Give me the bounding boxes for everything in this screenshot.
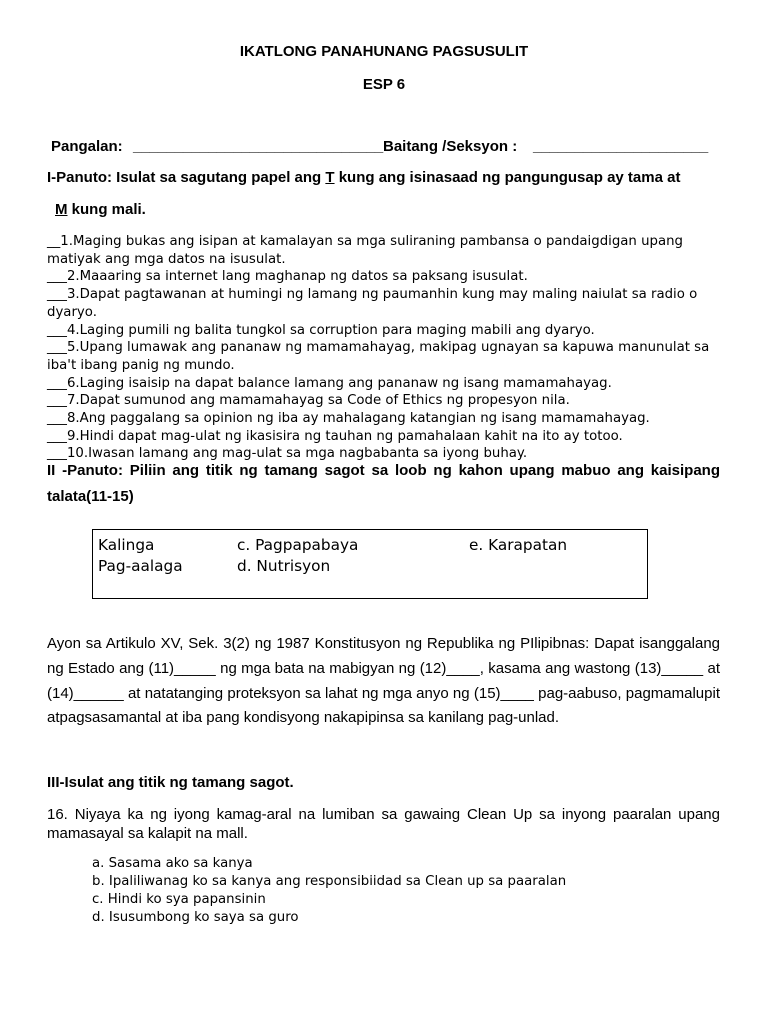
- section-blank[interactable]: _____________________: [533, 138, 709, 155]
- list-item: ___2.Maaaring sa internet lang maghanap ng datos sa paksang isusulat.: [47, 269, 528, 285]
- choices-box: [92, 529, 648, 599]
- part2-paragraph: Ayon sa Artikulo XV, Sek. 3(2) ng 1987 Konstitusyon ng Republika ng PIlipibnas: Dapat isanggalang ng Estado ang (11)_____ ng mga bata na mabigyan ng (12)____, kasama ang wastong (13)_____ at (14)______ at natatanging proteksyon sa lahat ng mga anyo ng (15)____ pag-aabuso, pagmamalupit atpagsasamantal at iba pang kondisyong nakapipinsa sa kanilang pag-unlad.: [47, 635, 720, 727]
- part1-instruction-a: I-Panuto: Isulat sa sagutang papel ang: [47, 169, 326, 186]
- section-label: Baitang /Seksyon :: [383, 138, 518, 155]
- choice-kalinga: Kalinga: [98, 536, 155, 554]
- name-label: Pangalan:: [51, 138, 123, 155]
- option-a: a. Sasama ako sa kanya: [92, 856, 253, 871]
- part3-instruction: III-Isulat ang titik ng tamang sagot.: [47, 774, 294, 791]
- list-item: __1.Maging bukas ang isipan at kamalayan sa mga suliraning pambansa o pandaigdigan upang matiyak ang mga datos na isusulat.: [47, 234, 683, 267]
- part1-items: [47, 233, 719, 463]
- question-16-options: [92, 855, 692, 927]
- part1-instruction-line1: [47, 169, 727, 186]
- choice-d: d. Nutrisyon: [237, 557, 331, 575]
- list-item: ___4.Laging pumili ng balita tungkol sa corruption para maging mabili ang dyaryo.: [47, 322, 595, 338]
- choice-e: e. Karapatan: [469, 536, 568, 554]
- option-b: b. Ipaliliwanag ko sa kanya ang responsibiidad sa Clean up sa paaralan: [92, 874, 567, 890]
- name-blank[interactable]: ______________________________: [133, 138, 384, 155]
- part2-instruction: II -Panuto: Piliin ang titik ng tamang sagot sa loob ng kahon upang mabuo ang kaisipang talata(11-15): [47, 462, 720, 505]
- list-item: ___8.Ang paggalang sa opinion ng iba ay mahalagang katangian ng isang mamamahayag.: [47, 411, 650, 427]
- list-item: ___3.Dapat pagtawanan at humingi ng lamang ng paumanhin kung may maling naiulat sa radio o dyaryo.: [47, 287, 698, 320]
- option-d: d. Isusumbong ko saya sa guro: [92, 910, 299, 926]
- choice-c: c. Pagpapabaya: [237, 536, 359, 554]
- list-item: ___6.Laging isaisip na dapat balance lamang ang pananaw ng isang mamamahayag.: [47, 375, 612, 391]
- question-16: 16. Niyaya ka ng iyong kamag-aral na lumiban sa gawaing Clean Up sa inyong paaralan upang mamasayal sa kalapit na mall.: [47, 806, 720, 842]
- choice-pag-aalaga: Pag-aalaga: [98, 557, 183, 575]
- false-letter: M: [55, 201, 68, 218]
- part1-instruction-c: kung mali.: [67, 201, 146, 218]
- option-c: c. Hindi ko sya papansinin: [92, 892, 266, 908]
- list-item: ___10.Iwasan lamang ang mag-ulat sa mga nagbabanta sa iyong buhay.: [47, 446, 528, 462]
- list-item: ___5.Upang lumawak ang pananaw ng mamamahayag, makipag ugnayan sa kapuwa manunulat sa iba't ibang panig ng mundo.: [47, 340, 710, 373]
- list-item: ___9.Hindi dapat mag-ulat ng ikasisira ng tauhan ng pamahalaan kahit na ito ay totoo.: [47, 428, 623, 444]
- list-item: ___7.Dapat sumunod ang mamamahayag sa Code of Ethics ng propesyon nila.: [47, 393, 570, 409]
- true-letter: T: [325, 169, 335, 186]
- subject-title: ESP 6: [362, 76, 406, 93]
- exam-title: IKATLONG PANAHUNANG PAGSUSULIT: [239, 43, 529, 60]
- part1-instruction-b: kung ang isinasaad ng pangungusap ay tama at: [334, 169, 681, 186]
- part1-instruction-line2: [55, 201, 146, 218]
